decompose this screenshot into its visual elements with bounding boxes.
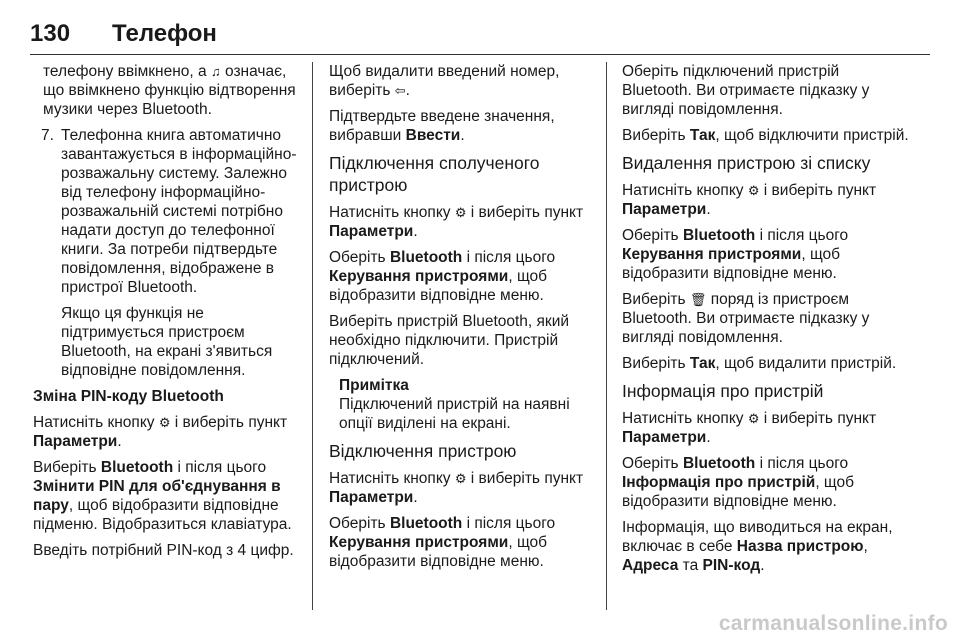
trash-icon: 🗑 <box>689 292 707 307</box>
column-2 <box>329 62 597 578</box>
heading-disconnect-device: Відключення пристрою <box>329 441 517 461</box>
paragraph-delete-3: Виберіть 🗑 поряд із пристроєм Bluetooth. Ви отримаєте підказку у вигляді повідомлення. <box>622 291 870 346</box>
list-item-7-note: Якщо ця функція не підтримується пристроєм Bluetooth, на екрані з'явиться відповідне повідомлення. <box>61 305 273 379</box>
header-rule <box>30 54 930 55</box>
settings-icon: ⚙ <box>158 415 171 430</box>
column-divider-2 <box>606 62 607 610</box>
page-number: 130 <box>30 20 71 47</box>
chapter-title: Телефон <box>112 20 217 47</box>
paragraph-select-connected: Оберіть підключений пристрій Bluetooth. Ви отримаєте підказку у вигляді повідомлення. <box>622 63 870 118</box>
note-box <box>329 376 597 433</box>
list-item-7: 7. Телефонна книга автоматично завантажується в інформаційно-розважальну систему. Залежно від телефону інформаційно-розважальній системі потрібно надати доступ до телефонної книги. За потреби підтвердьте повідомлення, відображене в пристрої Bluetooth. <box>41 127 297 296</box>
paragraph-info-1: Натисніть кнопку ⚙ і виберіть пункт Параметри. <box>622 410 877 446</box>
paragraph-delete-1: Натисніть кнопку ⚙ і виберіть пункт Параметри. <box>622 182 877 218</box>
paragraph-info-2: Оберіть Bluetooth і після цього Інформація про пристрій, щоб відобразити відповідне меню. <box>622 455 855 510</box>
paragraph-confirm-disconnect: Виберіть Так, щоб відключити пристрій. <box>622 127 909 144</box>
settings-icon: ⚙ <box>454 471 467 486</box>
settings-icon: ⚙ <box>747 411 760 426</box>
heading-device-info: Інформація про пристрій <box>622 381 824 401</box>
paragraph-disconnect-1: Натисніть кнопку ⚙ і виберіть пункт Параметри. <box>329 470 584 506</box>
paragraph-connect-3: Виберіть пристрій Bluetooth, який необхідно підключити. Пристрій підключений. <box>329 313 570 368</box>
music-note-icon: ♫ <box>210 64 221 79</box>
paragraph-delete-number: Щоб видалити введений номер, виберіть ⇦. <box>329 63 560 99</box>
heading-delete-device: Видалення пристрою зі списку <box>622 153 871 173</box>
paragraph-confirm: Підтвердьте введене значення, вибравши Ввести. <box>329 108 555 144</box>
paragraph-pin-3: Введіть потрібний PIN-код з 4 цифр. <box>33 542 294 559</box>
paragraph-delete-4: Виберіть Так, щоб видалити пристрій. <box>622 355 897 372</box>
paragraph-music-status: телефону ввімкнено, а ♫ означає, що ввімкнено функцію відтворення музики через Bluetooth. <box>43 63 296 118</box>
heading-change-pin: Зміна PIN-коду Bluetooth <box>33 388 224 405</box>
list-number: 7. <box>41 127 54 144</box>
backspace-icon: ⇦ <box>394 83 406 98</box>
note-text: Підключений пристрій на наявні опції виділені на екрані. <box>339 396 570 432</box>
paragraph-pin-2: Виберіть Bluetooth і після цього Змінити PIN для об'єднування в пару, щоб відобразити відповідне підменю. Відобразиться клавіатура. <box>33 459 292 533</box>
column-3 <box>622 62 912 582</box>
paragraph-delete-2: Оберіть Bluetooth і після цього Керування пристроями, щоб відобразити відповідне меню. <box>622 227 849 282</box>
paragraph-disconnect-2: Оберіть Bluetooth і після цього Керування пристроями, щоб відобразити відповідне меню. <box>329 515 556 570</box>
paragraph-pin-1: Натисніть кнопку ⚙ і виберіть пункт Параметри. <box>33 414 288 450</box>
paragraph-connect-2: Оберіть Bluetooth і після цього Керування пристроями, щоб відобразити відповідне меню. <box>329 249 556 304</box>
paragraph-info-3: Інформація, що виводиться на екран, включає в себе Назва пристрою, Адреса та PIN-код. <box>622 519 893 574</box>
settings-icon: ⚙ <box>747 183 760 198</box>
paragraph-connect-1: Натисніть кнопку ⚙ і виберіть пункт Параметри. <box>329 204 584 240</box>
note-title: Примітка <box>339 377 409 394</box>
watermark: carmanualsonline.info <box>718 612 948 635</box>
settings-icon: ⚙ <box>454 205 467 220</box>
column-divider-1 <box>312 62 313 610</box>
column-1 <box>33 62 301 567</box>
heading-connect-device: Підключення сполученого пристрою <box>329 153 540 195</box>
